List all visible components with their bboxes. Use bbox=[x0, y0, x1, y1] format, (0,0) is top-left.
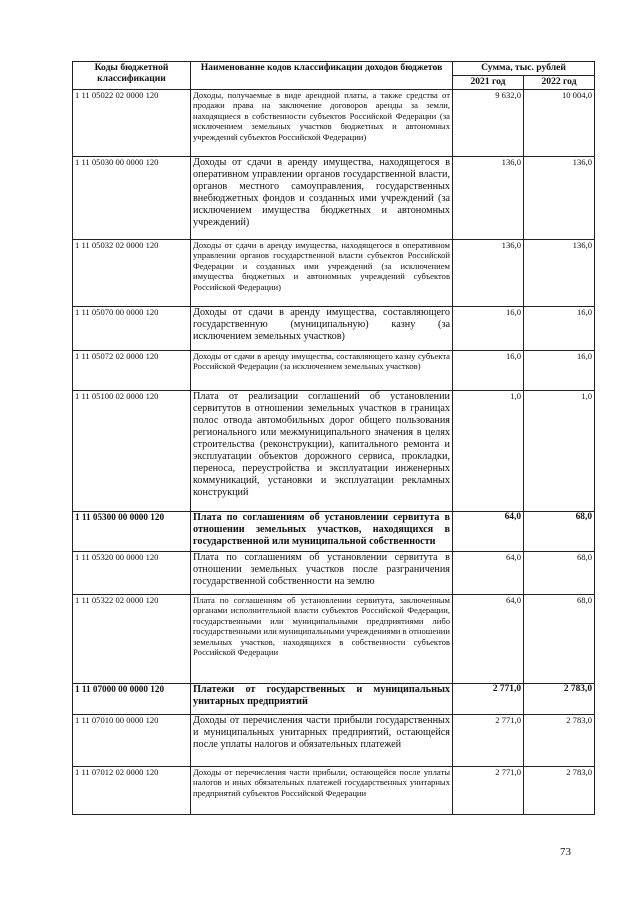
header-name: Наименование кодов классификации доходов бюджетов bbox=[191, 62, 453, 90]
row-code: 1 11 05070 00 0000 120 bbox=[73, 307, 191, 351]
row-code: 1 11 05072 02 0000 120 bbox=[73, 351, 191, 391]
row-value-2021: 16,0 bbox=[453, 351, 524, 391]
header-code: Коды бюджетной классификации bbox=[73, 62, 191, 90]
table-row bbox=[73, 351, 595, 391]
table-row bbox=[73, 552, 595, 595]
row-value-2021: 2 771,0 bbox=[453, 684, 524, 715]
row-value-2021: 64,0 bbox=[453, 512, 524, 552]
row-value-2022: 1,0 bbox=[524, 391, 595, 512]
row-code: 1 11 07000 00 0000 120 bbox=[73, 684, 191, 715]
row-value-2022: 68,0 bbox=[524, 512, 595, 552]
row-value-2021: 16,0 bbox=[453, 307, 524, 351]
row-code: 1 11 07012 02 0000 120 bbox=[73, 767, 191, 815]
row-value-2021: 2 771,0 bbox=[453, 715, 524, 767]
row-value-2022: 2 783,0 bbox=[524, 684, 595, 715]
row-name: Доходы от сдачи в аренду имущества, находящегося в оперативном управлении органов государственной власти субъектов Российской Федерации и созданных ими учреждений (за исключением имущества бюджетных и автономных учреждений субъектов Российской Федерации) bbox=[191, 240, 453, 307]
row-code: 1 11 05300 00 0000 120 bbox=[73, 512, 191, 552]
row-value-2022: 136,0 bbox=[524, 157, 595, 240]
row-code: 1 11 05320 00 0000 120 bbox=[73, 552, 191, 595]
row-name: Плата по соглашениям об установлении сервитута, заключенным органами исполнительной власти субъектов Российской Федерации, государственными или муниципальными предприятиями либо государственными или муниципальными учреждениями в отношении земельных участков, находящихся в собственности субъектов Российской Федерации bbox=[191, 595, 453, 684]
table-row bbox=[73, 684, 595, 715]
row-value-2021: 136,0 bbox=[453, 240, 524, 307]
table-row bbox=[73, 307, 595, 351]
row-value-2022: 2 783,0 bbox=[524, 767, 595, 815]
table-row bbox=[73, 90, 595, 157]
table-row bbox=[73, 240, 595, 307]
row-value-2022: 16,0 bbox=[524, 307, 595, 351]
row-code: 1 11 05022 02 0000 120 bbox=[73, 90, 191, 157]
row-name: Доходы от сдачи в аренду имущества, составляющего государственную (муниципальную) казну (за исключением земельных участков) bbox=[191, 307, 453, 351]
table-row bbox=[73, 512, 595, 552]
row-value-2022: 68,0 bbox=[524, 595, 595, 684]
table-row bbox=[73, 715, 595, 767]
row-value-2021: 136,0 bbox=[453, 157, 524, 240]
header-year-2022: 2022 год bbox=[524, 76, 595, 90]
header-year-2021: 2021 год bbox=[453, 76, 524, 90]
row-value-2021: 2 771,0 bbox=[453, 767, 524, 815]
row-code: 1 11 05322 02 0000 120 bbox=[73, 595, 191, 684]
row-name: Платежи от государственных и муниципальных унитарных предприятий bbox=[191, 684, 453, 715]
row-name: Плата от реализации соглашений об установлении сервитутов в отношении земельных участков в границах полос отвода автомобильных дорог общего пользования регионального или межмуниципального значения в целях строительства (реконструкции), капитального ремонта и эксплуатации объектов дорожного сервиса, прокладки, переноса, переустройства и эксплуатации инженерных коммуникаций, установки и эксплуатации рекламных конструкций bbox=[191, 391, 453, 512]
row-value-2022: 16,0 bbox=[524, 351, 595, 391]
table-row bbox=[73, 391, 595, 512]
row-value-2022: 2 783,0 bbox=[524, 715, 595, 767]
row-value-2022: 136,0 bbox=[524, 240, 595, 307]
row-code: 1 11 05100 02 0000 120 bbox=[73, 391, 191, 512]
row-name: Доходы от перечисления части прибыли государственных и муниципальных унитарных предприятий, остающейся после уплаты налогов и обязательных платежей bbox=[191, 715, 453, 767]
table-row bbox=[73, 595, 595, 684]
row-name: Доходы от перечисления части прибыли, остающейся после уплаты налогов и иных обязательных платежей государственных унитарных предприятий субъектов Российской Федерации bbox=[191, 767, 453, 815]
budget-table bbox=[72, 61, 595, 815]
row-name: Доходы, получаемые в виде арендной платы, а также средства от продажи права на заключение договоров аренды за земли, находящиеся в собственности субъектов Российской Федерации (за исключением земельных участков бюджетных и автономных учреждений субъектов Российской Федерации) bbox=[191, 90, 453, 157]
row-value-2021: 9 632,0 bbox=[453, 90, 524, 157]
row-code: 1 11 05032 02 0000 120 bbox=[73, 240, 191, 307]
row-code: 1 11 05030 00 0000 120 bbox=[73, 157, 191, 240]
table-row bbox=[73, 157, 595, 240]
row-code: 1 11 07010 00 0000 120 bbox=[73, 715, 191, 767]
row-name: Доходы от сдачи в аренду имущества, составляющего казну субъекта Российской Федерации (за исключением земельных участков) bbox=[191, 351, 453, 391]
row-value-2021: 64,0 bbox=[453, 552, 524, 595]
row-value-2022: 68,0 bbox=[524, 552, 595, 595]
row-value-2022: 10 004,0 bbox=[524, 90, 595, 157]
row-value-2021: 64,0 bbox=[453, 595, 524, 684]
page-number: 73 bbox=[560, 846, 571, 858]
row-name: Плата по соглашениям об установлении сервитута в отношении земельных участков, находящихся в государственной или муниципальной собственности bbox=[191, 512, 453, 552]
row-name: Плата по соглашениям об установлении сервитута в отношении земельных участков после разграничения государственной собственности на землю bbox=[191, 552, 453, 595]
header-sum: Сумма, тыс. рублей bbox=[453, 62, 595, 76]
row-name: Доходы от сдачи в аренду имущества, находящегося в оперативном управлении органов государственной власти, органов местного самоуправления, государственных внебюджетных фондов и созданных ими учреждений (за исключением имущества бюджетных и автономных учреждений) bbox=[191, 157, 453, 240]
table-row bbox=[73, 767, 595, 815]
row-value-2021: 1,0 bbox=[453, 391, 524, 512]
